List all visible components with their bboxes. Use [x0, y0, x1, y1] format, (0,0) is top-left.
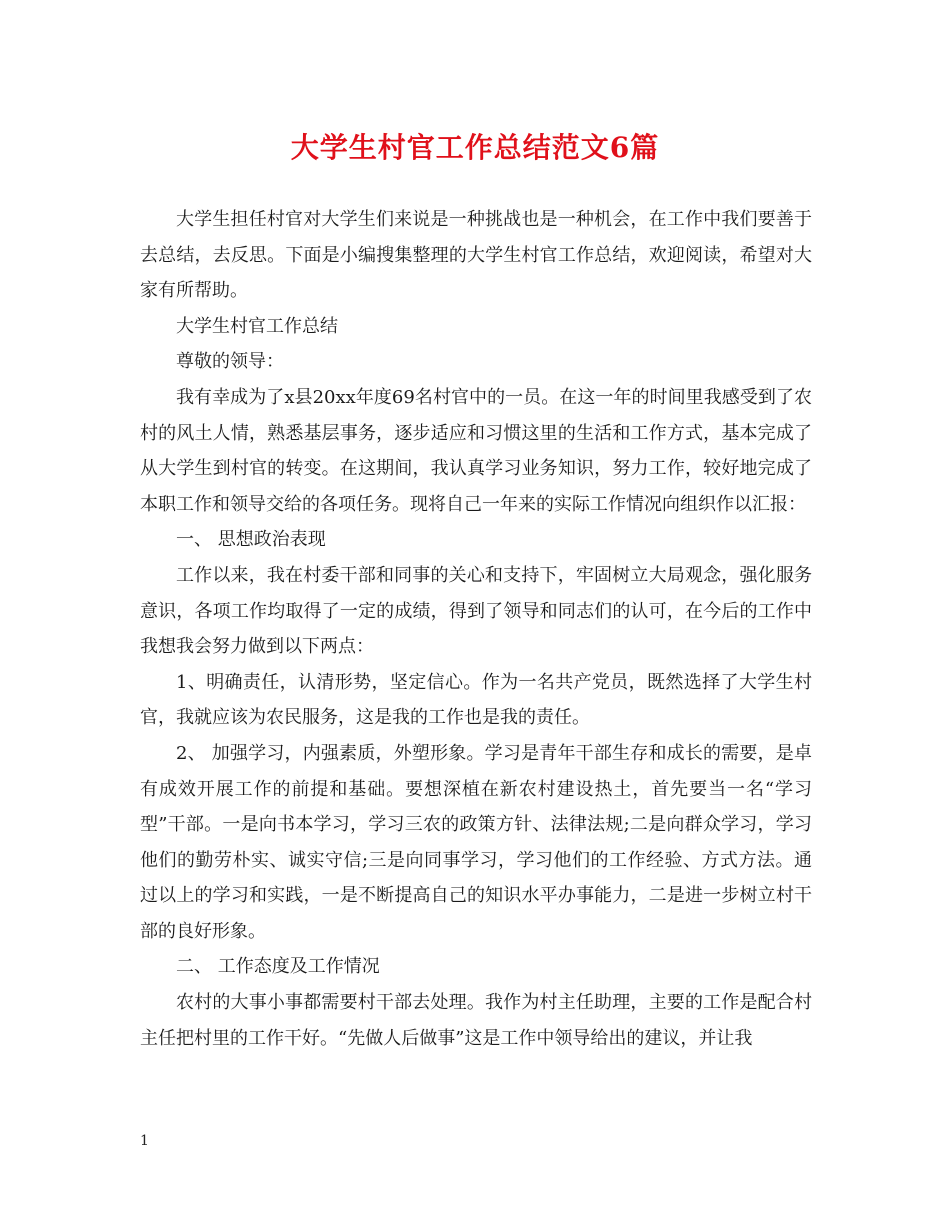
page-number: 1	[140, 1133, 149, 1149]
paragraph-subtitle: 大学生村官工作总结	[176, 315, 338, 337]
paragraph-overview: 我有幸成为了x县20xx年度69名村官中的一员。在这一年的时间里我感受到了农村的风土人情，熟悉基层事务，逐步适应和习惯这里的生活和工作方式，基本完成了从大学生到村官的转变。在这期间，我认真学习业务知识，努力工作，较好地完成了本职工作和领导交给的各项任务。现将自己一年来的实际工作情况向组织作以汇报：	[140, 386, 812, 515]
paragraph-section-2: 农村的大事小事都需要村干部去处理。我作为村主任助理，主要的工作是配合村主任把村里的工作干好。“先做人后做事”这是工作中领导给出的建议，并让我	[140, 992, 812, 1049]
section-heading-2: 二、 工作态度及工作情况	[176, 956, 380, 978]
paragraph-section-1: 工作以来，我在村委干部和同事的关心和支持下，牢固树立大局观念，强化服务意识，各项工作均取得了一定的成绩，得到了领导和同志们的认可，在今后的工作中我想我会努力做到以下两点：	[140, 564, 812, 658]
document-body	[140, 202, 812, 1056]
section-heading-1: 一、 思想政治表现	[176, 529, 326, 551]
paragraph-intro: 大学生担任村官对大学生们来说是一种挑战也是一种机会，在工作中我们要善于去总结，去反思。下面是小编搜集整理的大学生村官工作总结，欢迎阅读，希望对大家有所帮助。	[140, 209, 812, 302]
paragraph-point-2: 2、 加强学习，内强素质，外塑形象。学习是青年干部生存和成长的需要，是卓有成效开展工作的前提和基础。要想深植在新农村建设热土，首先要当一名“学习型”干部。一是向书本学习，学习三农的政策方针、法律法规;二是向群众学习，学习他们的勤劳朴实、诚实守信;三是向同事学习，学习他们的工作经验、方式方法。通过以上的学习和实践，一是不断提高自己的知识水平办事能力，二是进一步树立村干部的良好形象。	[140, 742, 812, 942]
paragraph-salutation: 尊敬的领导：	[176, 351, 284, 373]
paragraph-point-1: 1、明确责任，认清形势，坚定信心。作为一名共产党员，既然选择了大学生村官，我就应该为农民服务，这是我的工作也是我的责任。	[140, 671, 812, 729]
document-title: 大学生村官工作总结范文6篇	[290, 131, 660, 164]
